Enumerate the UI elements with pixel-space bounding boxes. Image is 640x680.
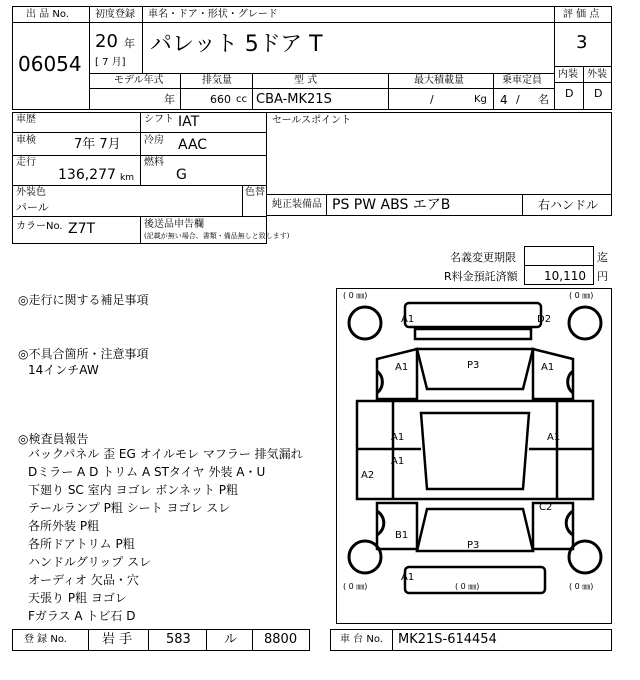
damage-mark: A2	[361, 470, 375, 481]
shift-value: IAT	[178, 114, 200, 130]
history-label: 車歴	[16, 114, 36, 125]
delivery-label: 後送品申告欄	[144, 219, 204, 230]
damage-mark: P3	[467, 540, 480, 551]
score-label: 評 価 点	[563, 9, 600, 20]
fuel-label: 燃料	[144, 157, 164, 168]
inspector-line: 各所外装 P粗	[28, 519, 100, 533]
displacement-header: 排気量	[202, 75, 232, 86]
chassis-label: 車 台 No.	[340, 634, 383, 645]
max-load-header: 最大積載量	[414, 75, 464, 86]
inspector-line: バックパネル 歪 EG オイルモレ マフラー 排気漏れ	[28, 447, 303, 461]
model-code: CBA-MK21S	[256, 92, 332, 107]
first-reg-year-unit: 年	[124, 37, 135, 50]
defect-line: 14インチAW	[28, 363, 99, 377]
model-type-header: 型 式	[294, 75, 318, 86]
driving-title: ◎走行に関する補足事項	[18, 293, 149, 307]
tire-label-spare: ( 0 ㎜)	[455, 582, 480, 591]
color-value: パール	[16, 201, 49, 214]
interior-label: 内装	[558, 69, 578, 80]
reg-kana: ル	[224, 632, 238, 647]
capacity-value: 4	[500, 93, 508, 107]
shaken-label: 車検	[16, 135, 36, 146]
shift-label: シフト	[144, 114, 174, 125]
defects-title: ◎不具合箇所・注意事項	[18, 347, 149, 361]
damage-mark: D2	[537, 314, 552, 325]
inspector-line: オーディオ 欠品・穴	[28, 573, 139, 587]
first-reg-year: 20	[95, 31, 118, 52]
recycle-value: 10,110	[544, 269, 586, 283]
load-slash: /	[430, 93, 434, 106]
reg-label: 登 録 No.	[24, 634, 67, 645]
lot-number: 06054	[18, 52, 82, 76]
damage-mark: A1	[391, 432, 405, 443]
first-reg-label: 初度登録	[95, 9, 135, 20]
lot-number-label: 出 品 No.	[26, 9, 69, 20]
inspector-line: 各所ドアトリム P粗	[28, 537, 135, 551]
color-label: 外装色	[16, 187, 46, 198]
damage-mark: A1	[541, 362, 555, 373]
mileage-value: 136,277	[58, 167, 116, 183]
reg-area: 岩 手	[102, 632, 133, 647]
displacement-unit: cc	[236, 94, 247, 105]
damage-mark: A1	[401, 572, 415, 583]
ac-value: AAC	[178, 137, 208, 153]
car-diagram	[336, 288, 612, 624]
tire-label-rear-right: ( 0 ㎜)	[569, 582, 594, 591]
color-change-label: 色替	[245, 187, 265, 198]
chassis-value: MK21S-614454	[398, 632, 497, 647]
sales-point-label: セールスポイント	[272, 115, 352, 126]
load-unit: Kg	[474, 94, 487, 105]
inspector-line: テールランプ P粗 シート ヨゴレ スレ	[28, 501, 231, 515]
handle-value: 右ハンドル	[538, 198, 599, 212]
name-change-label: 名義変更期限	[450, 251, 516, 264]
capacity-slash: /	[516, 93, 520, 106]
inspector-line: ハンドルグリップ スレ	[28, 555, 152, 569]
damage-mark: B1	[395, 530, 409, 541]
mileage-label: 走行	[16, 157, 36, 168]
tire-label-front-right: ( 0 ㎜)	[569, 291, 594, 300]
tire-label-rear-left: ( 0 ㎜)	[343, 582, 368, 591]
car-outline-icon	[337, 289, 612, 624]
recycle-label: R料金預託済額	[444, 270, 518, 283]
name-change-field	[524, 246, 594, 266]
damage-mark: A1	[391, 456, 405, 467]
score-value: 3	[576, 32, 588, 53]
tire-label-front-left: ( 0 ㎜)	[343, 291, 368, 300]
recycle-unit: 円	[597, 270, 608, 283]
inspector-line: 下廻り SC 室内 ヨゴレ ボンネット P粗	[28, 483, 238, 497]
damage-mark: A1	[401, 314, 415, 325]
capacity-unit: 名	[538, 93, 549, 106]
shaken-value: 7年 7月	[74, 137, 121, 152]
delivery-note: (記載が無い場合、書類・備品無しと致します)	[144, 232, 290, 240]
color-no-label: カラーNo.	[16, 221, 63, 232]
equipment-value: PS PW ABS エアB	[332, 197, 451, 213]
car-name: パレット 5ドア T	[150, 32, 323, 57]
capacity-header: 乗車定員	[502, 75, 542, 86]
damage-mark: A1	[395, 362, 409, 373]
reg-class: 583	[166, 632, 191, 647]
model-year-header: モデル年式	[114, 75, 164, 86]
fuel-value: G	[176, 167, 187, 183]
mileage-unit: km	[120, 173, 134, 183]
inspector-line: Dミラー A D トリム A STタイヤ 外装 A・U	[28, 465, 266, 479]
first-reg-month: [ 7 月]	[95, 57, 126, 68]
displacement-value: 660	[210, 93, 231, 106]
damage-mark: C2	[539, 502, 553, 513]
ac-label: 冷房	[144, 135, 164, 146]
inspector-title: ◎検査員報告	[18, 432, 89, 446]
damage-mark: A1	[547, 432, 561, 443]
exterior-label: 外装	[587, 69, 607, 80]
color-no-value: Z7T	[68, 221, 96, 237]
inspector-line: 天張り P粗 ヨゴレ	[28, 591, 127, 605]
interior-grade: D	[565, 87, 574, 100]
reg-number: 8800	[264, 632, 298, 647]
exterior-grade: D	[594, 87, 603, 100]
inspector-line: Fガラス A トビ石 D	[28, 609, 136, 623]
name-change-unit: 迄	[597, 251, 608, 264]
car-name-label: 車名・ドア・形状・グレード	[148, 9, 278, 20]
damage-mark: P3	[467, 360, 480, 371]
model-year-unit: 年	[164, 93, 175, 106]
equipment-label: 純正装備品	[272, 199, 322, 210]
